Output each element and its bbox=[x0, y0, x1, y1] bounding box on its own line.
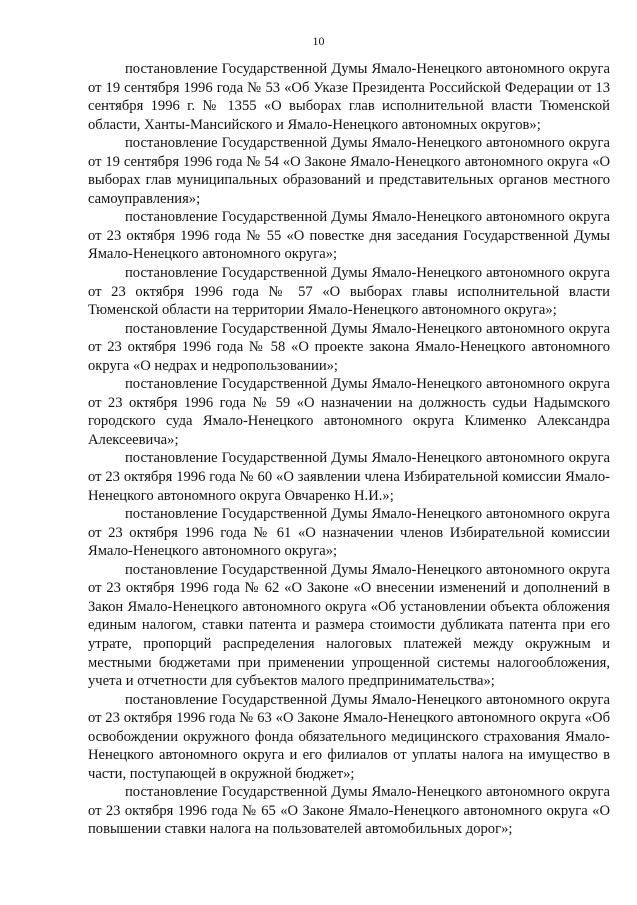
paragraph-resolution-65: постановление Государственной Думы Ямало-Ненецкого автономного округа от 23 октября 1996 года № 65 «О Законе Ямало-Ненецкого автономного округа «О повышении ставки налога на пользователей автомобильных дорог»; bbox=[88, 784, 610, 838]
paragraph-resolution-53: постановление Государственной Думы Ямало-Ненецкого автономного округа от 19 сентября 1996 года № 53 «Об Указе Президента Российской Федерации от 13 сентября 1996 г. № 1355 «О выборах глав исполнительной власти Тюменской области, Ханты-Мансийского и Ямало-Ненецкого автономных округов»; bbox=[88, 61, 610, 133]
paragraph-resolution-63: постановление Государственной Думы Ямало-Ненецкого автономного округа от 23 октября 1996 года № 63 «О Законе Ямало-Ненецкого автономного округа «Об освобождении окружного фонда обязательного медицинского страхования Ямало-Ненецкого автономного округа и его филиалов от уплаты налога на имущество в части, поступающей в окружной бюджет»; bbox=[88, 691, 610, 782]
document-body bbox=[88, 60, 610, 839]
paragraph-resolution-58: постановление Государственной Думы Ямало-Ненецкого автономного округа от 23 октября 1996 года № 58 «О проекте закона Ямало-Ненецкого автономного округа «О недрах и недропользовании»; bbox=[88, 320, 610, 374]
paragraph-resolution-59: постановление Государственной Думы Ямало-Ненецкого автономного округа от 23 октября 1996 года № 59 «О назначении на должность судьи Надымского городского суда Ямало-Ненецкого автономного округа Клименко Александра Алексеевича»; bbox=[88, 376, 610, 448]
paragraph-resolution-61: постановление Государственной Думы Ямало-Ненецкого автономного округа от 23 октября 1996 года № 61 «О назначении членов Избирательной комиссии Ямало-Ненецкого автономного округа»; bbox=[88, 506, 610, 560]
paragraph-resolution-54: постановление Государственной Думы Ямало-Ненецкого автономного округа от 19 сентября 1996 года № 54 «О Законе Ямало-Ненецкого автономного округа «О выборах глав муниципальных образований и представительных органов местного самоуправления»; bbox=[88, 135, 610, 207]
paragraph-resolution-55: постановление Государственной Думы Ямало-Ненецкого автономного округа от 23 октября 1996 года № 55 «О повестке дня заседания Государственной Думы Ямало-Ненецкого автономного округа»; bbox=[88, 209, 610, 263]
paragraph-resolution-62: постановление Государственной Думы Ямало-Ненецкого автономного округа от 23 октября 1996 года № 62 «О Законе «О внесении изменений и дополнений в Закон Ямало-Ненецкого автономного округа «Об установлении объекта обложения единым налогом, ставки патента и размера стоимости дубликата патента при его утрате, пропорций распределения налоговых платежей между окружным и местными бюджетами при применении упрощенной системы налогообложения, учета и отчетности для субъектов малого предпринимательства»; bbox=[88, 561, 610, 690]
paragraph-resolution-57: постановление Государственной Думы Ямало-Ненецкого автономного округа от 23 октября 1996 года № 57 «О выборах главы исполнительной власти Тюменской области на территории Ямало-Ненецкого автономного округа»; bbox=[88, 265, 610, 319]
paragraph-resolution-60: постановление Государственной Думы Ямало-Ненецкого автономного округа от 23 октября 1996 года № 60 «О заявлении члена Избирательной комиссии Ямало-Ненецкого автономного округа Овчаренко Н.И.»; bbox=[88, 450, 610, 504]
page-number: 10 bbox=[312, 34, 325, 48]
